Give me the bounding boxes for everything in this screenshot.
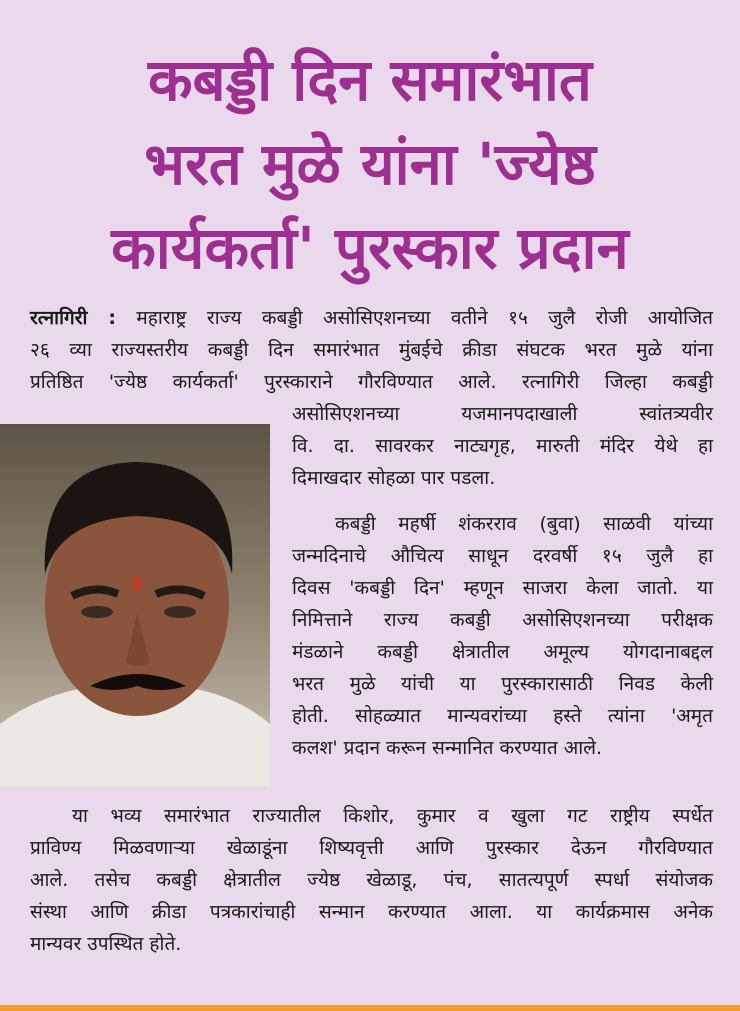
article-line: दिमाखदार सोहळा पार पडला. [292,467,496,489]
article-line: होती. सोहळ्यात मान्यवरांच्या हस्ते त्यांना 'अमृत [292,705,713,727]
headline [0,38,740,290]
article-line: मान्यवर उपस्थित होते. [30,933,182,955]
article-line: प्राविण्य मिळवणाऱ्या खेळाडूंना शिष्यवृत्ती आणि पुरस्कार देऊन गौरविण्यात [30,837,713,859]
article-line: वि. दा. सावरकर नाट्यगृह, मारुती मंदिर येथे हा [292,435,713,457]
article-line: २६ व्या राज्यस्तरीय कबड्डी दिन समारंभात मुंबईचे क्रीडा संघटक भरत मुळे यांना [30,339,713,361]
headline-line-3: कार्यकर्ता' पुरस्कार प्रदान [111,214,629,282]
headline-line-1: कबड्डी दिन समारंभात [147,46,592,114]
article-line: आले. तसेच कबड्डी क्षेत्रातील ज्येष्ठ खेळाडू, पंच, सातत्यपूर्ण स्पर्धा संयोजक [30,869,713,891]
article-line: निमित्ताने राज्य कबड्डी असोसिएशनच्या परीक्षक [292,609,713,631]
article-line: जन्मदिनाचे औचित्य साधून दरवर्षी १५ जुलै हा [292,545,713,567]
portrait-image [0,424,270,786]
article-line: प्रतिष्ठित 'ज्येष्ठ कार्यकर्ता' पुरस्काराने गौरविण्यात आले. रत्नागिरी जिल्हा कबड्डी [30,371,713,393]
portrait-photo [0,424,270,786]
article-line: भरत मुळे यांची या पुरस्कारासाठी निवड केली [292,673,713,695]
headline-line-2: भरत मुळे यांना 'ज्येष्ठ [144,130,596,198]
bottom-accent-bar [0,1005,740,1011]
dateline: रत्नागिरी : [30,307,116,329]
article-line: संस्था आणि क्रीडा पत्रकारांचाही सन्मान करण्यात आला. या कार्यक्रमास अनेक [30,901,713,923]
article-line: मंडळाने कबड्डी क्षेत्रातील अमूल्य योगदानाबद्दल [292,641,713,663]
article-line: कलश' प्रदान करून सन्मानित करण्यात आले. [292,737,603,759]
article-line: रत्नागिरी : महाराष्ट्र राज्य कबड्डी असोसिएशनच्या वतीने १५ जुलै रोजी आयोजित [30,307,714,329]
article-line: असोसिएशनच्या यजमानपदाखाली स्वांतत्र्यवीर [292,403,713,425]
article-line: कबड्डी महर्षी शंकरराव (बुवा) साळवी यांच्या [335,513,713,535]
article-line: या भव्य समारंभात राज्यातील किशोर, कुमार व खुला गट राष्ट्रीय स्पर्धेत [72,805,713,827]
article-line: दिवस 'कबड्डी दिन' म्हणून साजरा केला जातो. या [292,577,713,599]
